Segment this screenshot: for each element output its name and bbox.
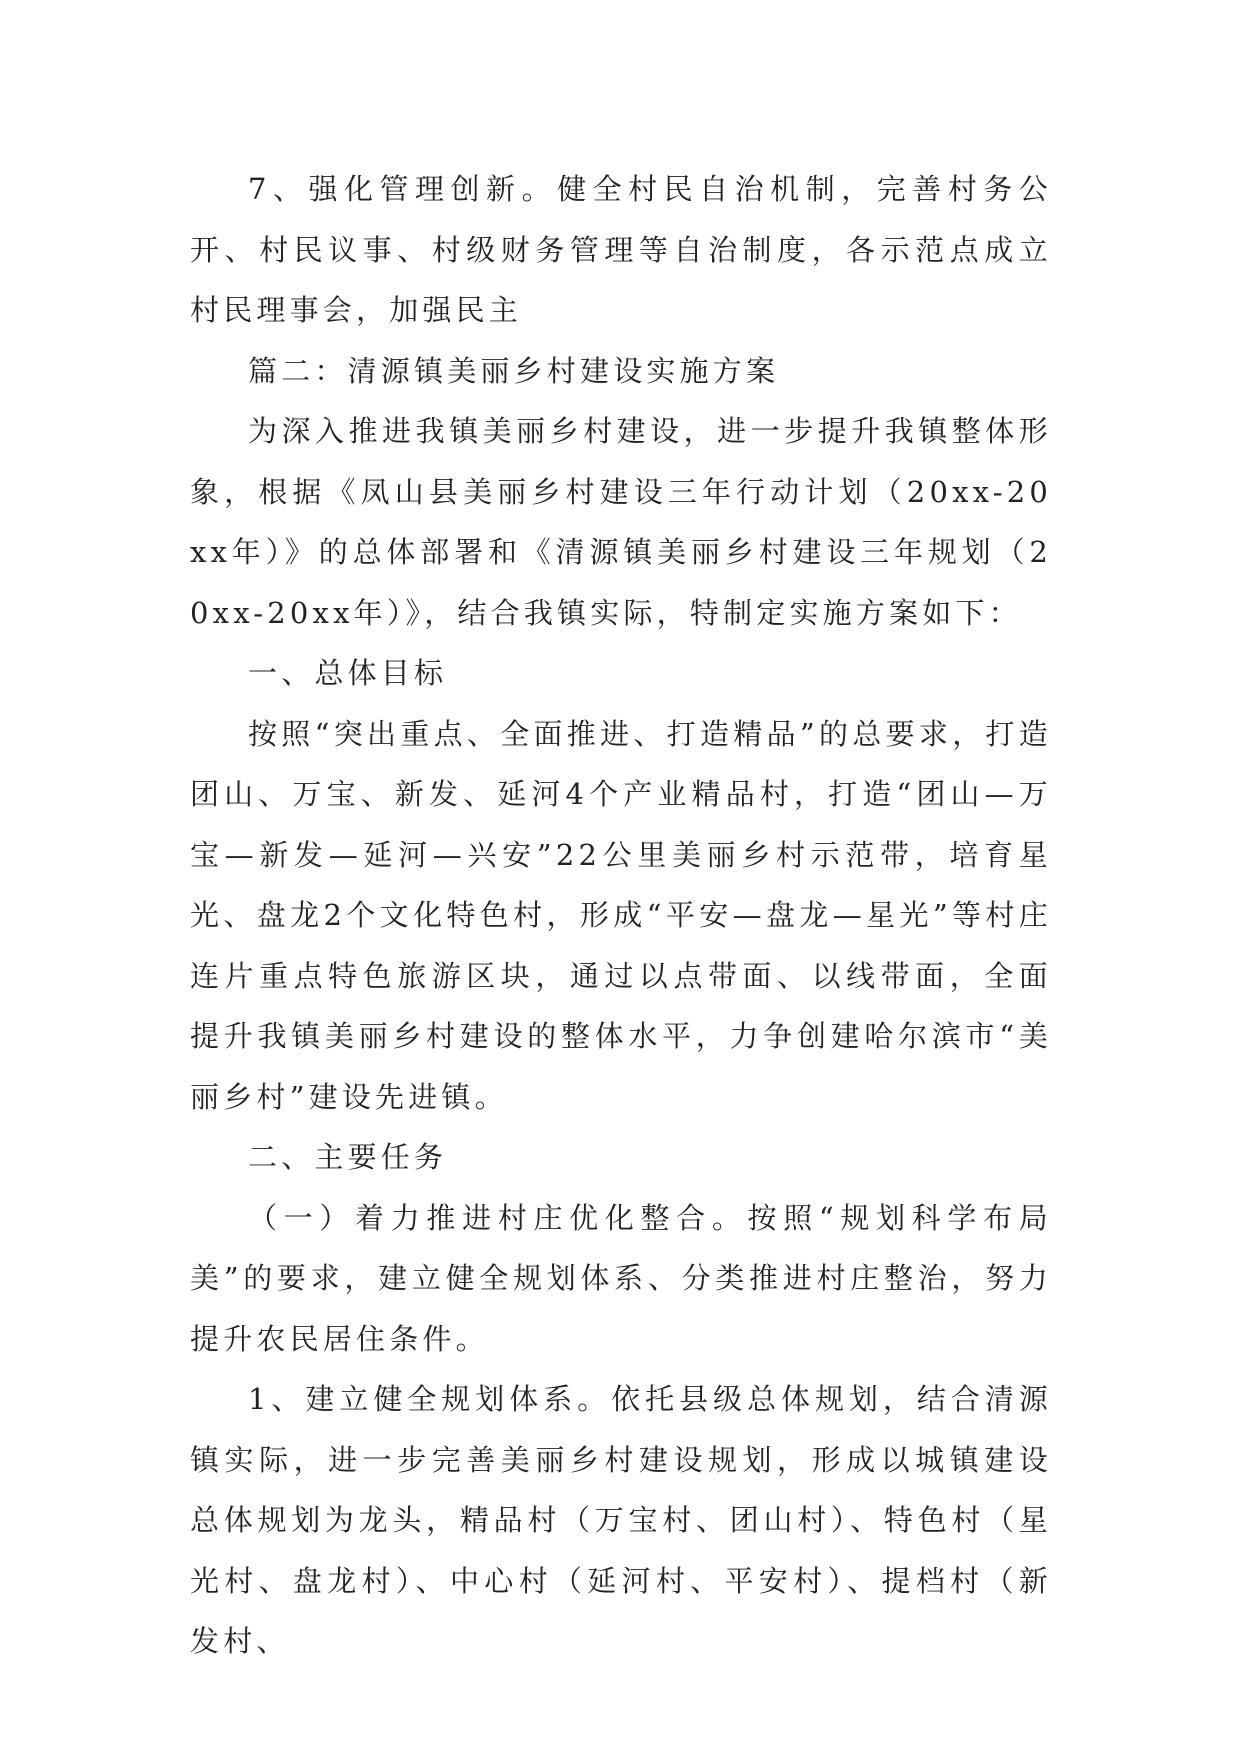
paragraph-task-one: （一）着力推进村庄优化整合。按照“规划科学布局美”的要求，建立健全规划体系、分类推进村庄整治，努力提升农民居住条件。 xyxy=(190,1200,1052,1356)
heading-overall-goal: 一、总体目标 xyxy=(248,656,448,690)
section-title-part-two: 篇二：清源镇美丽乡村建设实施方案 xyxy=(248,353,780,388)
paragraph-planning-system: 1、建立健全规划体系。依托县级总体规划，结合清源镇实际，进一步完善美丽乡村建设规划，形成以城镇建设总体规划为龙头，精品村（万宝村、团山村）、特色村（星光村、盘龙村）、中心村（延河村、平安村）、提档村（新发村、 xyxy=(190,1382,1052,1658)
document-body xyxy=(190,159,1052,1672)
heading-main-tasks: 二、主要任务 xyxy=(248,1140,448,1174)
paragraph-overall-goal: 按照“突出重点、全面推进、打造精品”的总要求，打造团山、万宝、新发、延河4个产业精品村，打造“团山—万宝—新发—延河—兴安”22公里美丽乡村示范带，培育星光、盘龙2个文化特色村，形成“平安—盘龙—星光”等村庄连片重点特色旅游区块，通过以点带面、以线带面，全面提升我镇美丽乡村建设的整体水平，力争创建哈尔滨市“美丽乡村”建设先进镇。 xyxy=(190,716,1052,1114)
paragraph-management-innovation: 7、强化管理创新。健全村民自治机制，完善村务公开、村民议事、村级财务管理等自治制度，各示范点成立村民理事会，加强民主 xyxy=(190,172,1052,327)
paragraph-introduction: 为深入推进我镇美丽乡村建设，进一步提升我镇整体形象，根据《凤山县美丽乡村建设三年行动计划（20xx-20xx年）》的总体部署和《清源镇美丽乡村建设三年规划（20xx-20xx年）》，结合我镇实际，特制定实施方案如下： xyxy=(190,414,1052,630)
